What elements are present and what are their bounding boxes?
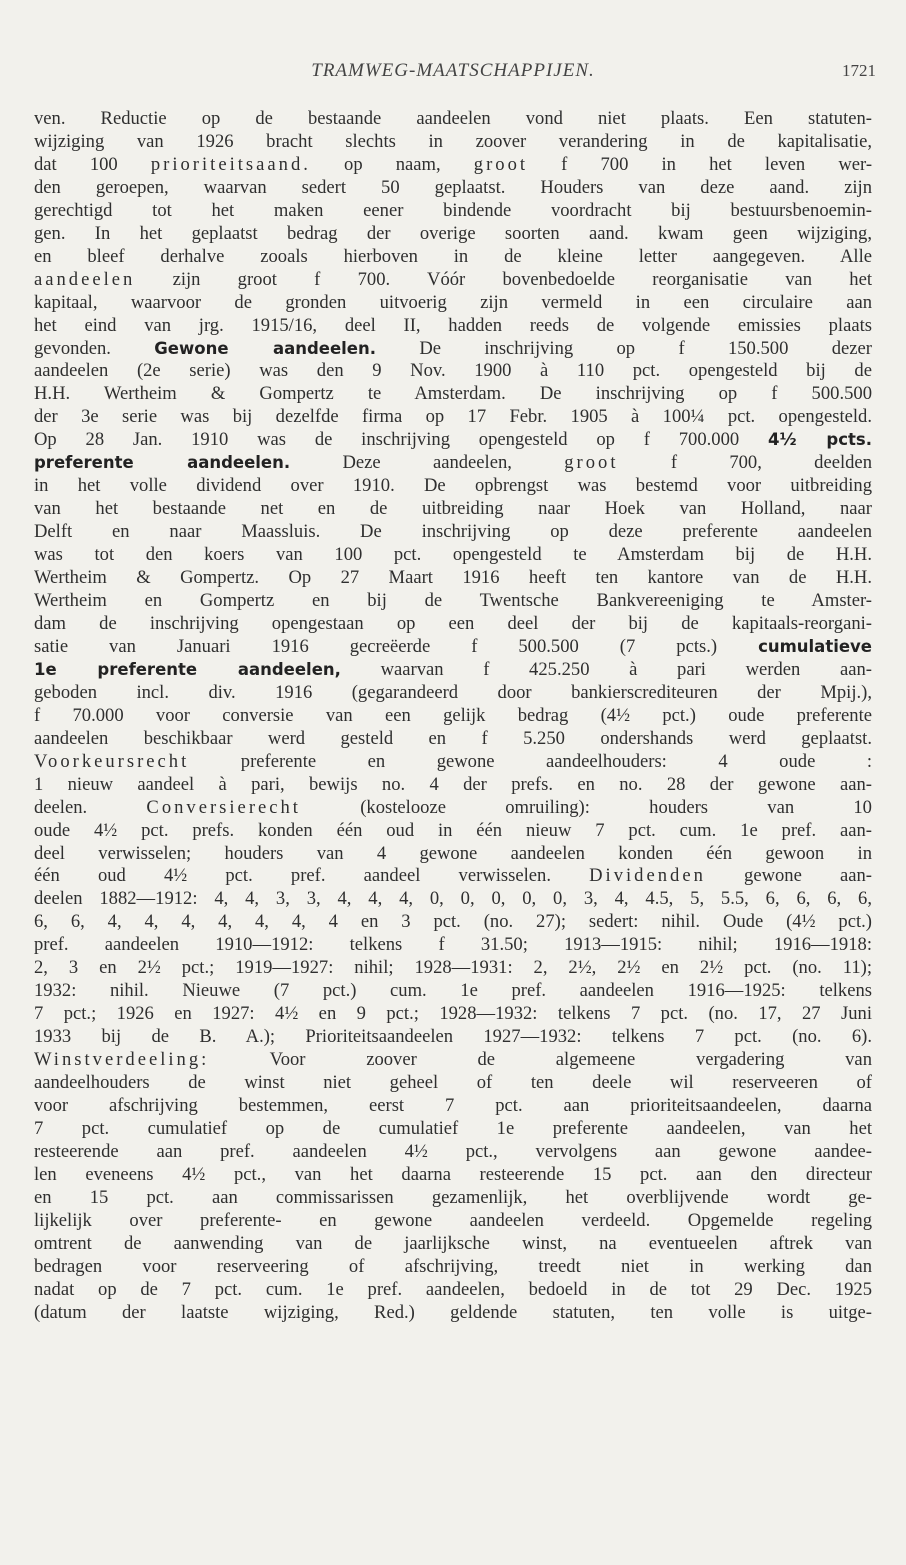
text-run: Voor zoover de algemeene vergadering van — [209, 1049, 872, 1071]
header-title: TRAMWEG-MAATSCHAPPIJEN. — [311, 60, 595, 81]
text-line — [34, 636, 872, 659]
text-run: het eind van jrg. 1915/16, deel II, hadden reeds de volgende emissies plaats — [34, 314, 872, 336]
text-run: aandeelhouders de winst niet geheel of ten deele wil reserveeren of — [34, 1072, 872, 1094]
text-run: deel verwisselen; houders van 4 gewone aandeelen konden één gewoon in — [34, 842, 872, 864]
text-run: geboden incl. div. 1916 (gegarandeerd door bankierscrediteuren der Mpij.), — [34, 681, 872, 703]
text-line — [34, 177, 872, 200]
text-run: (kostelooze omruiling): houders van 10 — [300, 796, 872, 818]
text-run: pref. aandeelen 1910—1912: telkens f 31.50; 1913—1915: nihil; 1916—1918: — [34, 934, 872, 956]
spaced-term: Dividenden — [589, 865, 706, 887]
spaced-term: prioriteitsaand. — [150, 153, 311, 175]
text-line — [34, 360, 872, 383]
text-line — [34, 797, 872, 820]
text-line — [34, 1164, 872, 1187]
text-line — [34, 200, 872, 223]
text-run: deelen 1882—1912: 4, 4, 3, 3, 4, 4, 4, 0, 0, 0, 0, 0, 3, 4, 4.5, 5, 5.5, 6, 6, 6, 6, — [34, 888, 872, 910]
spaced-term: Winstverdeeling: — [34, 1049, 210, 1071]
text-line — [34, 383, 872, 406]
text-run: gerechtigd tot het maken eener bindende voordracht bij bestuursbenoemin- — [34, 199, 872, 221]
text-run: gewone aan- — [705, 865, 872, 887]
text-run: en 15 pct. aan commissarissen gezamenlijk, het overblijvende wordt ge- — [34, 1186, 872, 1208]
text-run: omtrent de aanwending van de jaarlijksche winst, na eventueelen aftrek van — [34, 1232, 872, 1254]
text-line — [34, 1233, 872, 1256]
text-line — [34, 1187, 872, 1210]
text-run: 1933 bij de B. A.); Prioriteitsaandeelen 1927—1932: telkens 7 pct. (no. 6). — [34, 1026, 872, 1048]
text-line — [34, 957, 872, 980]
text-run: voor afschrijving bestemmen, eerst 7 pct. aan prioriteitsaandeelen, daarna — [34, 1094, 872, 1116]
text-line — [34, 1003, 872, 1026]
text-line — [34, 154, 872, 177]
text-line — [34, 1049, 872, 1072]
text-run: in het volle dividend over 1910. De opbrengst was bestemd voor uitbreiding — [34, 475, 872, 497]
spaced-term: Conversierecht — [146, 796, 301, 818]
text-line — [34, 498, 872, 521]
text-run: den geroepen, waarvan sedert 50 geplaatst. Houders van deze aand. zijn — [34, 176, 872, 198]
text-line — [34, 1279, 872, 1302]
text-run: 7 pct.; 1926 en 1927: 4½ en 9 pct.; 1928—1932: telkens 7 pct. (no. 17, 27 Juni — [34, 1003, 872, 1025]
text-line — [34, 659, 872, 682]
text-line — [34, 108, 872, 131]
text-run: was tot den koers van 100 pct. opengesteld te Amsterdam bij de H.H. — [34, 544, 872, 566]
text-run: len eveneens 4½ pct., van het daarna resteerende 15 pct. aan den directeur — [34, 1163, 872, 1185]
text-run: 6, 6, 4, 4, 4, 4, 4, 4, 4 en 3 pct. (no. 27); sedert: nihil. Oude (4½ pct.) — [34, 911, 872, 933]
text-run: op naam, — [310, 153, 474, 175]
text-line — [34, 521, 872, 544]
text-line — [34, 338, 872, 361]
text-run: dat 100 — [34, 153, 151, 175]
text-run: Wertheim & Gompertz. Op 27 Maart 1916 heeft ten kantore van de H.H. — [34, 567, 872, 589]
text-line — [34, 246, 872, 269]
text-run: en bleef derhalve zooals hierboven in de kleine letter aangegeven. Alle — [34, 245, 872, 267]
text-run: kapitaal, waarvoor de gronden uitvoerig zijn vermeld in een circulaire aan — [34, 291, 872, 313]
text-run: De inschrijving op f 150.500 dezer — [376, 337, 872, 359]
bold-heading: cumulatieve — [758, 636, 872, 656]
text-run: deelen. — [34, 796, 147, 818]
text-run: f 700, deelden — [618, 452, 872, 474]
text-line — [34, 1141, 872, 1164]
text-line — [34, 613, 872, 636]
bold-heading: 4½ pcts. — [767, 430, 872, 450]
text-run: preferente en gewone aandeelhouders: 4 oude : — [189, 750, 872, 772]
text-line — [34, 292, 872, 315]
text-run: satie van Januari 1916 gecreëerde f 500.500 (7 pcts.) — [34, 635, 759, 657]
text-run: ven. Reductie op de bestaande aandeelen vond niet plaats. Een statuten- — [34, 108, 872, 129]
body-text — [34, 108, 872, 1325]
page-number: 1721 — [842, 61, 876, 80]
text-run: aandeelen (2e serie) was den 9 Nov. 1900 à 110 pct. opengesteld bij de — [34, 360, 872, 382]
text-run: Delft en naar Maassluis. De inschrijving op deze preferente aandeelen — [34, 521, 872, 543]
text-line — [34, 820, 872, 843]
text-run: f 700 in het leven wer- — [528, 153, 872, 175]
text-line — [34, 1302, 872, 1325]
text-line — [34, 888, 872, 911]
spaced-term: aandeelen — [34, 268, 136, 290]
text-run: Op 28 Jan. 1910 was de inschrijving opengesteld op f 700.000 — [34, 429, 768, 451]
text-run: gen. In het geplaatst bedrag der overige soorten aand. kwam geen wijziging, — [34, 222, 872, 244]
text-line — [34, 567, 872, 590]
text-line — [34, 751, 872, 774]
running-header — [0, 60, 906, 88]
text-line — [34, 590, 872, 613]
text-line — [34, 475, 872, 498]
spaced-term: Voorkeursrecht — [34, 750, 190, 772]
text-line — [34, 1256, 872, 1279]
text-run: H.H. Wertheim & Gompertz te Amsterdam. De inschrijving op f 500.500 — [34, 383, 872, 405]
text-line — [34, 131, 872, 154]
text-line — [34, 1095, 872, 1118]
text-run: bedragen voor reserveering of afschrijving, treedt niet in werking dan — [34, 1255, 872, 1277]
bold-heading: Gewone aandeelen. — [154, 338, 377, 358]
text-line — [34, 1026, 872, 1049]
text-line — [34, 269, 872, 292]
text-run: aandeelen beschikbaar werd gesteld en f 5.250 ondershands werd geplaatst. — [34, 727, 872, 749]
text-line — [34, 980, 872, 1003]
text-run: gevonden. — [34, 337, 155, 359]
text-line — [34, 315, 872, 338]
text-run: 7 pct. cumulatief op de cumulatief 1e preferente aandeelen, van het — [34, 1117, 872, 1139]
bold-heading: 1e preferente aandeelen, — [34, 659, 341, 679]
text-run: Wertheim en Gompertz en bij de Twentsche Bankvereeniging te Amster- — [34, 590, 872, 612]
text-line — [34, 934, 872, 957]
text-line — [34, 544, 872, 567]
text-run: één oud 4½ pct. pref. aandeel verwisselen. — [34, 865, 590, 887]
text-run: 1932: nihil. Nieuwe (7 pct.) cum. 1e pref. aandeelen 1916—1925: telkens — [34, 980, 872, 1002]
text-run: Deze aandeelen, — [290, 452, 565, 474]
text-line — [34, 728, 872, 751]
text-line — [34, 774, 872, 797]
text-run: 1 nieuw aandeel à pari, bewijs no. 4 der prefs. en no. 28 der gewone aan- — [34, 773, 872, 795]
text-line — [34, 1072, 872, 1095]
text-line — [34, 223, 872, 246]
text-run: dam de inschrijving opengestaan op een deel der bij de kapitaals-reorgani- — [34, 612, 872, 634]
text-run: wijziging van 1926 bracht slechts in zoover verandering in de kapitalisatie, — [34, 130, 872, 152]
text-line — [34, 705, 872, 728]
text-run: nadat op de 7 pct. cum. 1e pref. aandeelen, bedoeld in de tot 29 Dec. 1925 — [34, 1278, 872, 1300]
bold-heading: preferente aandeelen. — [34, 453, 291, 473]
spaced-term: groot — [473, 153, 529, 175]
text-line — [34, 911, 872, 934]
text-line — [34, 452, 872, 475]
text-line — [34, 429, 872, 452]
text-line — [34, 1210, 872, 1233]
text-run: oude 4½ pct. prefs. konden één oud in één nieuw 7 pct. cum. 1e pref. aan- — [34, 819, 872, 841]
text-run: (datum der laatste wijziging, Red.) geldende statuten, ten volle is uitge- — [34, 1301, 872, 1323]
text-line — [34, 1118, 872, 1141]
text-run: der 3e serie was bij dezelfde firma op 17 Febr. 1905 à 100¼ pct. opengesteld. — [34, 406, 872, 428]
text-line — [34, 865, 872, 888]
text-line — [34, 682, 872, 705]
text-run: lijkelijk over preferente- en gewone aandeelen verdeeld. Opgemelde regeling — [34, 1209, 872, 1231]
text-run: 2, 3 en 2½ pct.; 1919—1927: nihil; 1928—1931: 2, 2½, 2½ en 2½ pct. (no. 11); — [34, 957, 872, 979]
text-run: resteerende aan pref. aandeelen 4½ pct., vervolgens aan gewone aandee- — [34, 1140, 872, 1162]
spaced-term: groot — [564, 452, 619, 474]
text-run: zijn groot f 700. Vóór bovenbedoelde reorganisatie van het — [135, 268, 872, 290]
text-line — [34, 406, 872, 429]
text-run: f 70.000 voor conversie van een gelijk bedrag (4½ pct.) oude preferente — [34, 704, 872, 726]
text-run: waarvan f 425.250 à pari werden aan- — [340, 658, 872, 680]
text-run: van het bestaande net en de uitbreiding naar Hoek van Holland, naar — [34, 498, 872, 520]
text-line — [34, 843, 872, 866]
